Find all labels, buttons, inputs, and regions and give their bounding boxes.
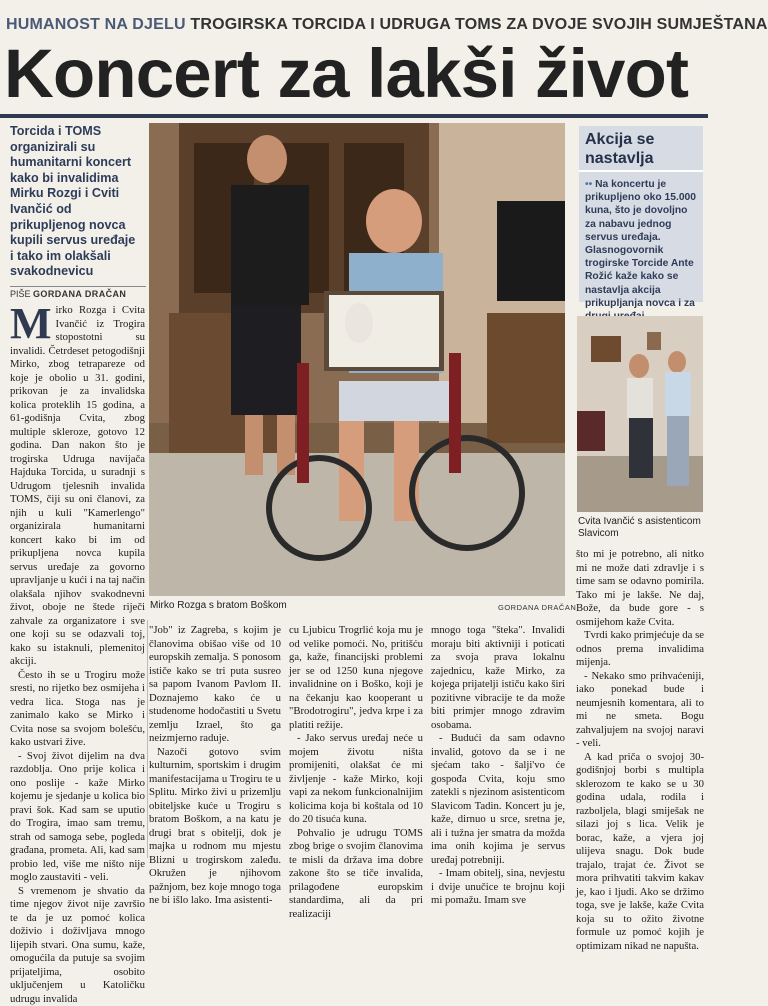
side-photo-illustration — [577, 316, 703, 512]
col3-paragraph-1: cu Ljubicu Trogrlić koja mu je od velike pomoći. No, pritišću ga, kaže, financijski problemi jer se od 1250 kuna njegove invalidnine on i Boško, koji je na čekanju kao kooperant u "Brodotrogiru", jedva krpe i za platiti režije. — [289, 624, 423, 732]
sidebar-title: Akcija se nastavlja — [579, 126, 703, 172]
col4-paragraph-2: - Budući da sam odavno invalid, gotovo da se i ne sjećam tako - šalji'vo će gospođa Cvita, koju smo zatekli s njezinom asistenticom Slavicom Tadin. Koncert ju je, kaže, dirnuo u srce, sretna je, ali i tužna jer smatra da možda ima onih kojima je servus uređaj potrebniji. — [431, 732, 565, 867]
article-column-2 — [149, 624, 281, 858]
side-photo — [577, 316, 703, 512]
main-photo-caption: Mirko Rozga s bratom Boškom — [150, 600, 287, 611]
main-photo-illustration — [149, 123, 565, 596]
col3-paragraph-3: Pohvalio je udrugu TOMS zbog brige o svojim članovima te misli da država ima dobre zakone što se tiče invalida, prilagođene europskim standardima, ali da pri realizaciji — [289, 827, 423, 922]
byline-author: GORDANA DRAČAN — [33, 289, 126, 299]
side-photo-caption: Cvita Ivančić s asistenticom Slavicom — [578, 516, 704, 540]
col1-paragraph-3: - Svoj život dijelim na dva razdoblja. Ono prije kolica i ono poslije - kaže Mirko kojemu je sjedanje u kolica bio pravi šok. Kad sam se uputio do Trogira, imao sam tremu, strah od samoga sebe, pogleda građana, prometa. Ali, kad sam probio led, više me ništo nije moglo zaustaviti - veli. — [10, 750, 145, 885]
main-photo-credit: GORDANA DRAČAN — [498, 603, 576, 612]
sidebar-box — [579, 126, 703, 302]
kicker-lead: HUMANOST NA DJELU — [6, 16, 186, 33]
column-rule — [147, 620, 148, 858]
article-column-1 — [10, 304, 145, 858]
article-column-4 — [431, 624, 565, 858]
deck: Torcida i TOMS organizirali su humanitarni koncert kako bi invalidima Mirku Rozgi i Cviti Ivančić od prikupljenog novca kupili servus uređaje i tako im olakšali svakodnevicu — [10, 124, 140, 280]
main-photo — [149, 123, 565, 596]
col5-paragraph-3: - Nekako smo prihvaćeniji, iako ponekad bude i neumjesnih komentara, ali to mi ne smeta. Bogu zahvaljujem na svojoj naravi - veli. — [576, 670, 704, 751]
article-column-3 — [289, 624, 423, 858]
kicker — [6, 16, 706, 34]
headline: Koncert za lakši život — [4, 36, 688, 112]
col1-paragraph-2: Često ih se u Trogiru može sresti, no rijetko bez osmijeha i vedra lica. Stoga nas je zanimalo kako se Mirko i Cvita nose sa svojom bolešću, kako ustvari žive. — [10, 669, 145, 750]
col1-paragraph-4: S vremenom je shvatio da time njegov život nije završio te da je uz pomoć kolica doživio i doživljava mnogo lijepih stvari. Ona sumu, kaže, omogućila da putuje sa svojim prijateljima, osobito uključenjem u Katoličku udrugu invalida — [10, 885, 145, 1006]
headline-rule — [0, 114, 708, 118]
byline — [10, 286, 146, 299]
kicker-rest: TROGIRSKA TORCIDA I UDRUGA TOMS ZA DVOJE SVOJIH SUMJEŠTANA — [190, 16, 767, 33]
col4-paragraph-3: - Imam obitelj, sina, nevjestu i dvije unučice te brojnu koji mi pomažu. Imam sve — [431, 867, 565, 908]
sidebar-body: Na koncertu je prikupljeno oko 15.000 kuna, što je dovoljno za nabavu jednog servus uređaja. Glasnogovornik trogirske Torcide Ante Rožić kaže kako se nastavlja akcija prikupljanja novca i za — [585, 179, 696, 322]
bullet-icon: •• — [585, 179, 592, 190]
col1-paragraph-1: irko Rozga i Cvita Ivančić iz Trogira stopostotni su invalidi. Četrdeset petogodišnji Mirko, zbog tetraparezе od koje je obolio u 31. godini, prikovan je za invalidska kolica proteklih 15 godina, a 61-godišnja Cvita, zbog multiple skleroze, gotovo 12 godina. Dan nakon što je trogirska Udruga navijača Hajduka Torcida, u suradnji s Udrugom tjelesnih invalida TOMS, čiji su oni članovi, za njih u kuli "Kamerlengo" organizirala humanitarni koncert kako bi im od prikupljena novca kupila servus uređaje za govorno upravljanje u kući i na taj način olakšala njihov svakodnevni život, oboje ne štede riječi zahvale za organizatore i sve one koji su se odazvali toj, kako su istaknuli, plemenitoj akciji. — [10, 304, 145, 669]
byline-prefix: PIŠE — [10, 289, 31, 299]
col5-paragraph-4: A kad priča o svojoj 30-godišnjoj borbi s multipla sklerozom te kako se u 30 godina udala, rodila i razboljela, blagi smiješak ne silazi joj s lica. Velik je borac, kaže, a vjera joj ulijeva snagu. Dok bude trajalo, trajat će. Život se mora prihvatiti takvim kakav je, kao i ljudi. Ako se držimo toga, sve je lakše, kaže Cvita koja su to ožito životne formule uz pomoć kojih je optimizam nikad ne napušta. — [576, 751, 704, 954]
col5-paragraph-1: što mi je potrebno, ali nitko mi ne može dati zdravlje i s time sam se odavno pomirila. Tako mi je lakše. Ne daj, Bože, da bude gore - s osmijehom kaže Cvita. — [576, 548, 704, 629]
col2-paragraph-2: Nazoči gotovo svim kulturnim, sportskim i drugim manifestacijama u Trogiru te u Splitu. Mirko živi u prizemlju obiteljske kuće u Trogiru s bratom Boškom, a na katu je drugi brat s obitelji, dok je majka u rodnom mu mjestu Blizni u trogirskom zaleđu. Okružen je njihovom pažnjom, bez koje mnogo toga ne bi išlo lako. Ima asistenti- — [149, 746, 281, 908]
dropcap: M — [10, 306, 52, 342]
sidebar-text — [579, 172, 703, 323]
col3-paragraph-2: - Jako servus uređaj neće u mojem životu ništa promijeniti, olakšat će mi življenje - kaže Mirko, koji vapi za nekom funkcionalnijim kolicima koja bi koštala od 10 do 20 tisuća kuna. — [289, 732, 423, 827]
col4-paragraph-1: mnogo toga "šteka". Invalidi moraju biti aktivniji i poticati za svoja prava lokalnu zajednicu, kaže Mirko, za kojega prijatelji ističu kako širi pozitivne vibracije te da može biti primjer mnogo zdravim osobama. — [431, 624, 565, 732]
col2-paragraph-1: "Job" iz Zagreba, s kojim je članovima obišao više od 10 europskih zemalja. S ponosom ističe kako se tri puta susreo sa papom Ivanom Pavlom II. Doznajemo kako će u studenome hodočastiti u Svetu zemlju Izrael, što ga neizmjerno raduje. — [149, 624, 281, 746]
col5-paragraph-2: Tvrdi kako primjećuje da se odnos prema invalidima mijenja. — [576, 629, 704, 670]
article-column-5 — [576, 548, 704, 858]
